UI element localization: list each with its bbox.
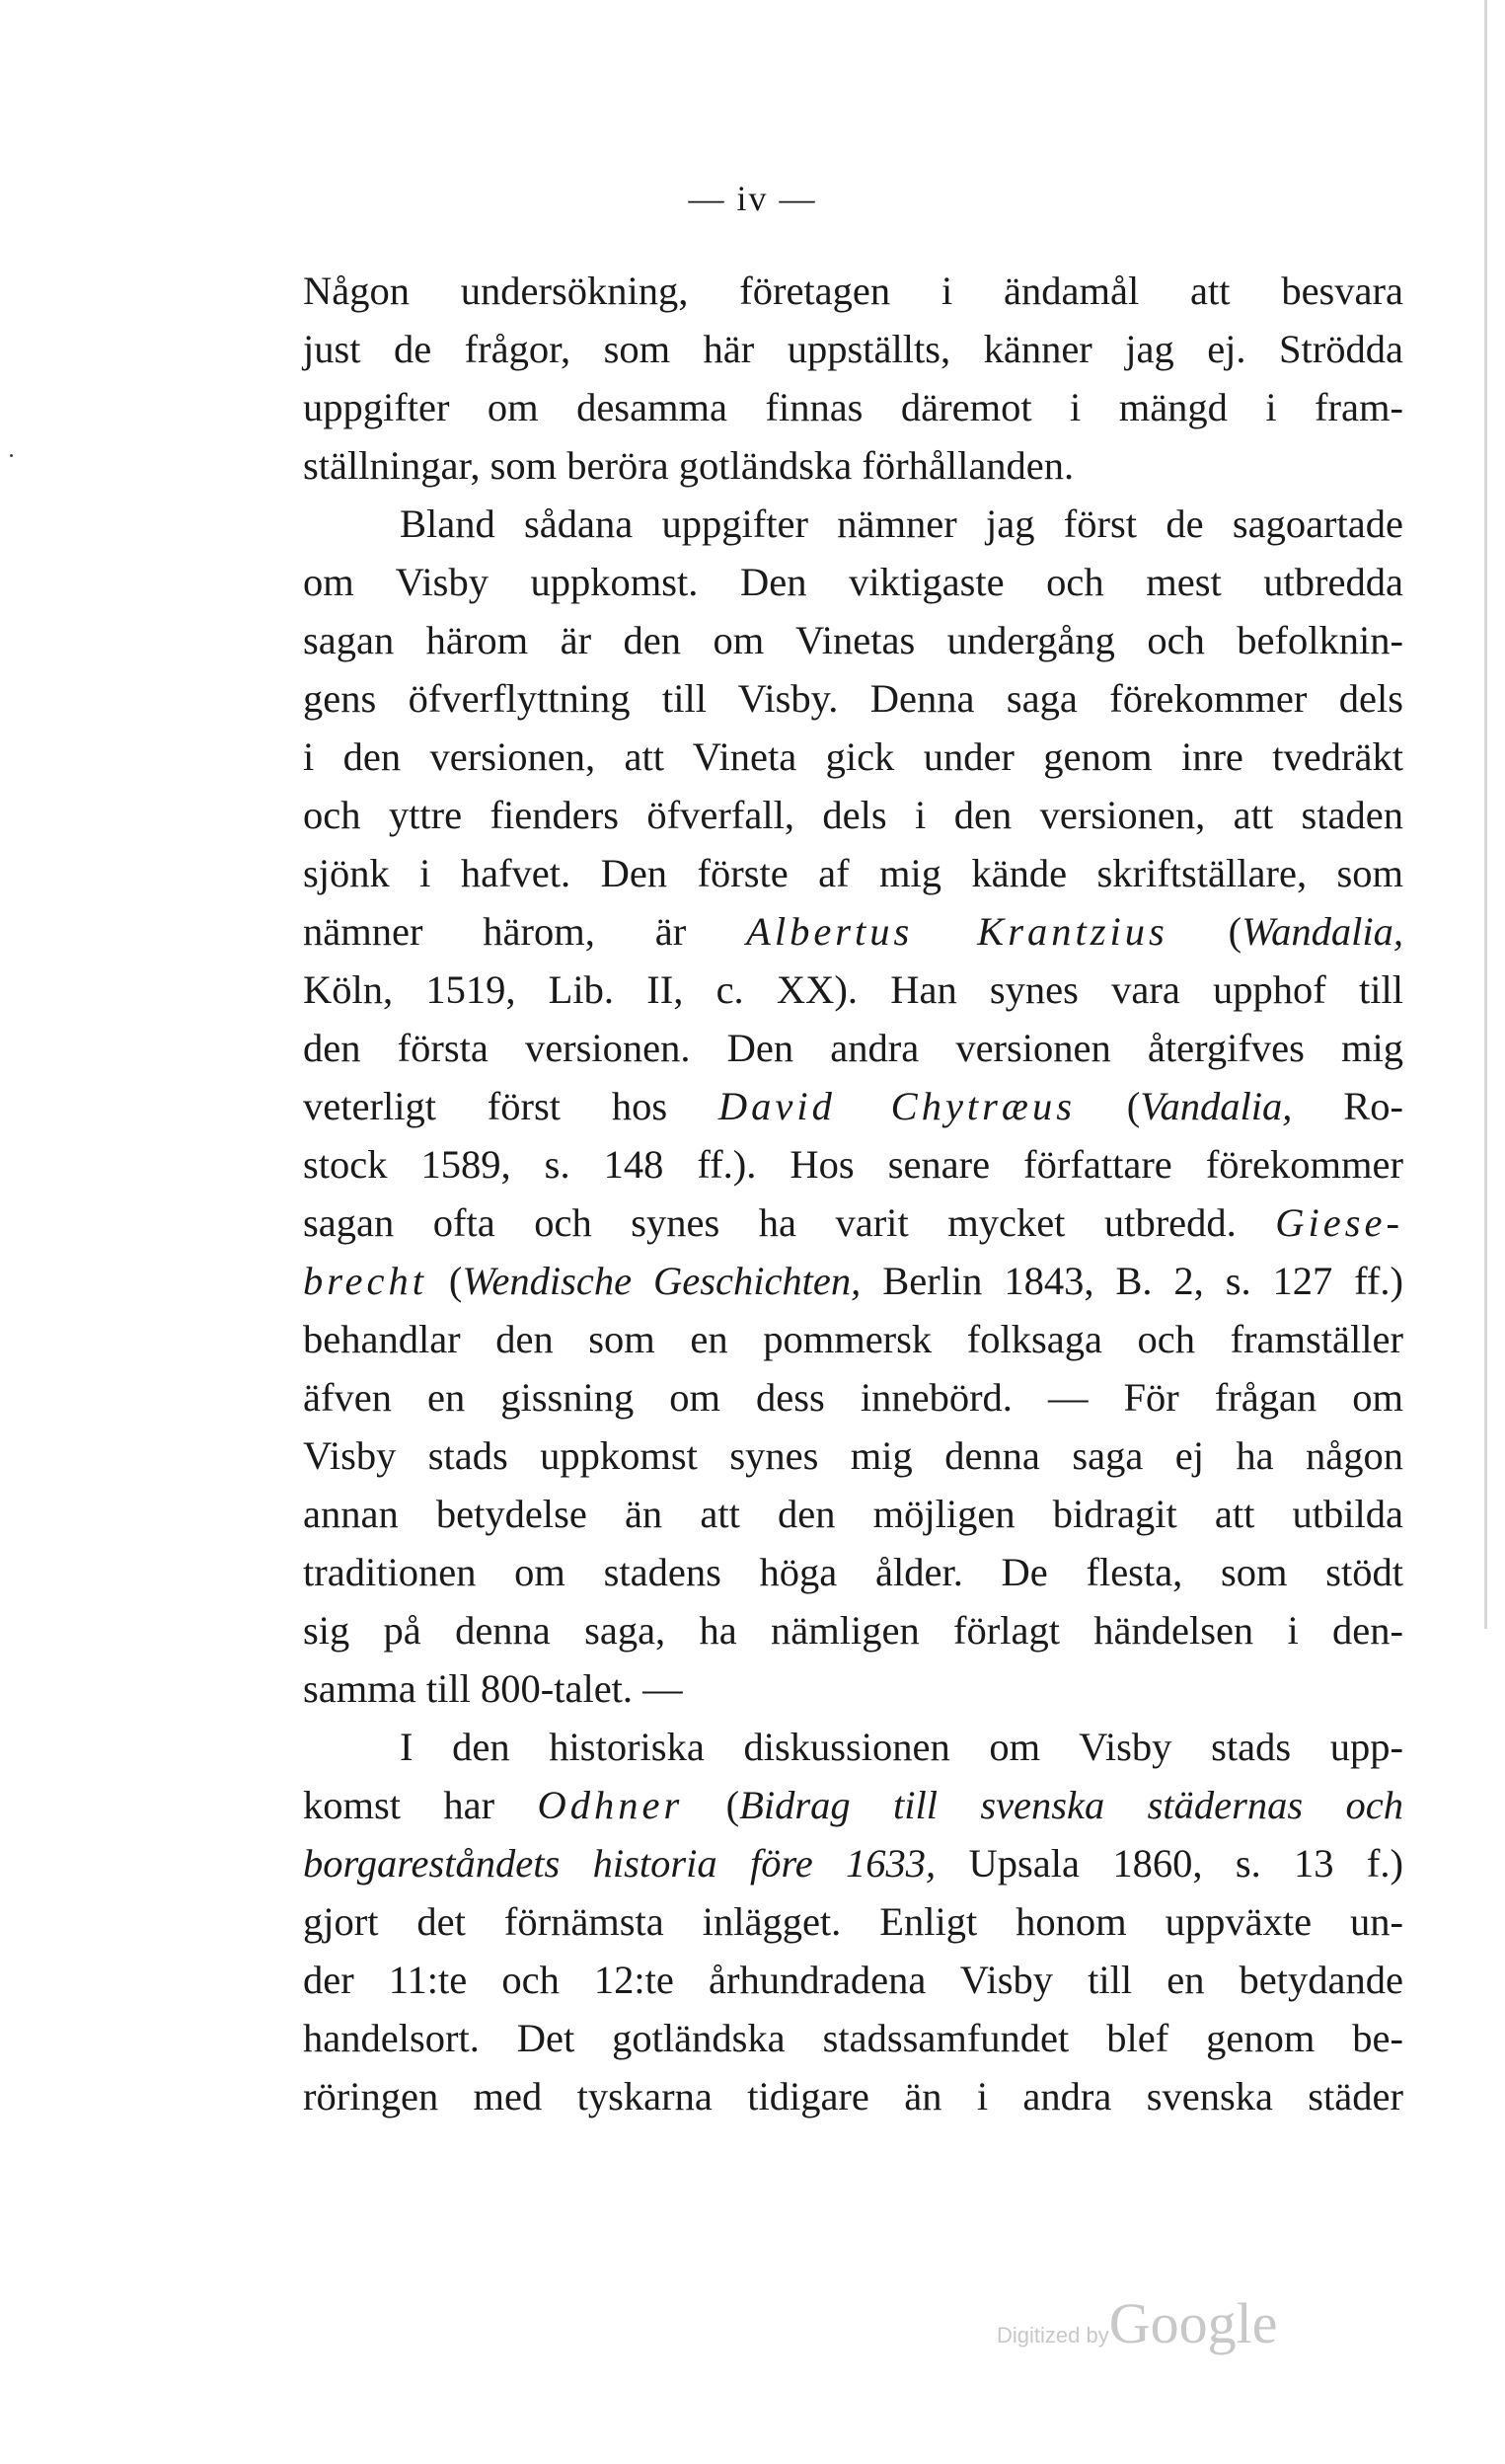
text-line: och yttre fienders öfverfall, dels i den versionen, att staden xyxy=(303,793,1403,837)
text-line: sjönk i hafvet. Den förste af mig kände skriftställare, som xyxy=(303,851,1403,895)
text-line: den första versionen. Den andra versionen återgifves mig xyxy=(303,1026,1403,1070)
google-logo-text: Google xyxy=(1108,2291,1278,2355)
text-line xyxy=(303,1776,1403,1834)
author-name: Odhner xyxy=(537,1783,684,1827)
author-name: David Chytræus xyxy=(717,1084,1076,1128)
text-line: Bland sådana uppgifter nämner jag först de sagoartade xyxy=(400,501,1403,546)
text-line: äfven en gissning om dess innebörd. — För frågan om xyxy=(303,1375,1403,1420)
text-line: Någon undersökning, företagen i ändamål att besvara xyxy=(303,269,1403,313)
author-name: Giese- xyxy=(1275,1200,1403,1245)
text-line: behandlar den som en pommersk folksaga och framställer xyxy=(303,1317,1403,1361)
text-line: der 11:te och 12:te århundradena Visby till en betydande xyxy=(303,1958,1403,2002)
text-line: sagan härom är den om Vinetas undergång och befolknin- xyxy=(303,618,1403,662)
line-text: ( xyxy=(426,1259,463,1303)
line-text: veterligt först hos xyxy=(303,1084,718,1128)
book-title: Bidrag till svenska städernas och xyxy=(739,1783,1403,1827)
page-edge-line xyxy=(1484,0,1487,1629)
text-line: samma till 800-talet. — xyxy=(303,1666,683,1711)
text-line: sig på denna saga, ha nämligen förlagt händelsen i den- xyxy=(303,1608,1403,1653)
scan-speck xyxy=(10,454,13,457)
text-line: Köln, 1519, Lib. II, c. XX). Han synes vara upphof till xyxy=(303,967,1403,1012)
text-line: gjort det förnämsta inlägget. Enligt honom uppväxte un- xyxy=(303,1899,1403,1944)
page-number: — iv — xyxy=(688,179,817,218)
body-text xyxy=(303,262,1403,2125)
text-line: uppgifter om desamma finnas däremot i mängd i fram- xyxy=(303,385,1403,429)
text-line: i den versionen, att Vineta gick under genom inre tvedräkt xyxy=(303,734,1403,779)
text-line xyxy=(303,1834,1403,1892)
author-name: Albertus Krantzius xyxy=(746,909,1168,954)
author-name: brecht xyxy=(303,1259,427,1303)
line-text: komst har xyxy=(303,1783,538,1827)
line-text: ( xyxy=(1167,909,1242,954)
book-title: Wandalia, xyxy=(1242,909,1403,954)
text-line: traditionen om stadens höga ålder. De flesta, som stödt xyxy=(303,1550,1403,1594)
text-line: I den historiska diskussionen om Visby stads upp- xyxy=(400,1725,1403,1769)
text-line xyxy=(303,902,1403,961)
text-line: om Visby uppkomst. Den viktigaste och mest utbredda xyxy=(303,560,1403,604)
line-text: Berlin 1843, B. 2, s. 127 ff.) xyxy=(861,1259,1403,1303)
text-line: just de frågor, som här uppställts, känner jag ej. Strödda xyxy=(303,327,1403,371)
text-line xyxy=(303,1252,1403,1310)
text-line: stock 1589, s. 148 ff.). Hos senare författare förekommer xyxy=(303,1142,1403,1187)
text-line: röringen med tyskarna tidigare än i andra svenska städer xyxy=(303,2074,1403,2118)
book-title: Vandalia, xyxy=(1140,1084,1293,1128)
text-line: ställningar, som beröra gotländska förhållanden. xyxy=(303,443,1075,488)
text-line: handelsort. Det gotländska stadssamfundet blef genom be- xyxy=(303,2016,1403,2060)
line-text: nämner härom, är xyxy=(303,909,747,954)
book-title: Wendische Geschichten, xyxy=(462,1259,862,1303)
line-text: Upsala 1860, s. 13 f.) xyxy=(936,1841,1403,1886)
line-text: Ro- xyxy=(1292,1084,1403,1128)
line-text: sagan ofta och synes ha varit mycket utbredd. xyxy=(303,1200,1276,1245)
text-line xyxy=(303,1077,1403,1135)
line-text: ( xyxy=(1075,1084,1141,1128)
digitized-by-google-watermark xyxy=(997,2290,1277,2356)
book-title: borgareståndets historia före 1633, xyxy=(303,1841,937,1886)
line-text: ( xyxy=(683,1783,740,1827)
text-line: gens öfverflyttning till Visby. Denna saga förekommer dels xyxy=(303,676,1403,721)
watermark-small-text: Digitized by xyxy=(997,2323,1109,2348)
text-line: annan betydelse än att den möjligen bidragit att utbilda xyxy=(303,1492,1403,1536)
text-line: Visby stads uppkomst synes mig denna saga ej ha någon xyxy=(303,1433,1403,1478)
text-line xyxy=(303,1194,1403,1252)
